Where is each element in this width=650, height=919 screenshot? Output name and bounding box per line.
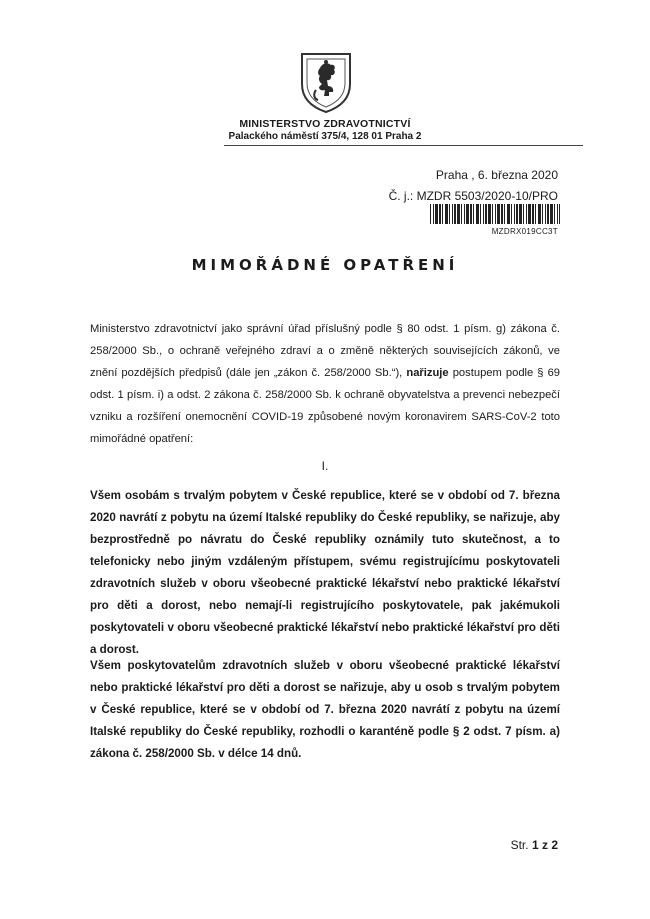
intro-text-part2: postupem podle § 69 odst. 1 písm. i) a odst. 2 zákona č. 258/2000 Sb. k ochraně obyvatelstva a prevenci nebezpečí vzniku a rozšíření onemocnění COVID-19 způsobené novým koronavirem SARS-CoV-2 toto mimořádné opatření: <box>90 367 561 445</box>
intro-keyword: nařizuje <box>406 367 449 379</box>
barcode-text: MZDRX019CC3T <box>491 227 558 236</box>
section-number: I. <box>321 459 329 473</box>
page-total: 2 <box>551 838 558 852</box>
place-date: Praha , 6. března 2020 <box>435 168 558 182</box>
header-divider <box>224 145 583 146</box>
page-prefix: Str. <box>510 838 529 852</box>
reference-number: Č. j.: MZDR 5503/2020-10/PRO <box>388 189 558 203</box>
page-number <box>511 838 558 852</box>
ministry-address: Palackého náměstí 375/4, 128 01 Praha 2 <box>228 131 422 142</box>
provision-paragraph: Všem poskytovatelům zdravotních služeb v oboru všeobecné praktické lékařství nebo praktické lékařství pro děti a dorost se nařizuje, aby u osob s trvalým pobytem v České republice, které se v období od 7. března 2020 navrátí z pobytu na území Italské republiky do České republiky, rozhodli o karanténě podle § 2 odst. 7 písm. a) zákona č. 258/2000 Sb. v délce 14 dnů. <box>90 659 560 760</box>
page-separator: z <box>541 838 548 852</box>
provision-paragraph: Všem osobám s trvalým pobytem v České republice, které se v období od 7. března 2020 navrátí z pobytu na území Italské republiky do České republiky, se nařizuje, aby bezprostředně po návratu do České republiky oznámily tuto skutečnost, a to telefonicky nebo jiným vzdáleným přístupem, svému registrujícímu poskytovateli zdravotních služeb v oboru všeobecné praktické lékařství nebo praktické lékařství pro děti a dorost, nebo nemají-li registrujícího poskytovatele, pak jakémukoli poskytovateli v oboru všeobecné praktické lékařství nebo praktické lékařství pro děti a dorost. <box>90 489 560 656</box>
barcode-icon <box>430 204 560 224</box>
ministry-name: MINISTERSTVO ZDRAVOTNICTVÍ <box>239 118 411 130</box>
document-title: MIMOŘÁDNÉ OPATŘENÍ <box>191 256 459 274</box>
intro-text-part1: Ministerstvo zdravotnictví jako správní úřad příslušný podle § 80 odst. 1 písm. g) zákona č. 258/2000 Sb., o ochraně veřejného zdraví a o změně některých souvisejících zákonů, ve znění pozdějších předpisů (dále jen „zákon č. 258/2000 Sb.“), <box>90 323 560 379</box>
page-current: 1 <box>531 838 539 852</box>
intro-paragraph <box>90 318 560 450</box>
czech-lion-crest-icon <box>298 50 354 114</box>
